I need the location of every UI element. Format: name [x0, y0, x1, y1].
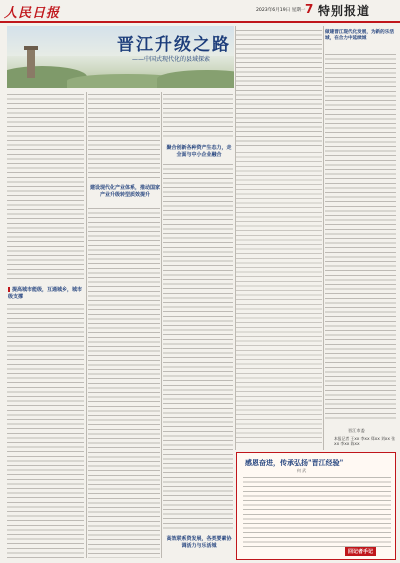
subhead-text: 聚合创新各种资产生态力，走全面与中小企业融合 — [166, 145, 232, 158]
subhead-text: 提高城市能级，互通城乡，城市级支撑 — [8, 287, 83, 300]
page-number: 7 — [305, 2, 314, 16]
hero-hill — [157, 70, 234, 88]
article-column — [163, 92, 233, 138]
notes-stamp: 回记者手记 — [345, 547, 376, 556]
article-signature: 晋江市委 — [348, 428, 365, 433]
section-name: 特别报道 — [318, 4, 371, 18]
article-column — [88, 206, 160, 558]
subhead-1 — [8, 287, 84, 301]
column-divider — [235, 26, 236, 450]
hero-image — [7, 26, 234, 88]
column-divider — [161, 92, 162, 558]
right-column-lead: 做建晋江现代化发展，为新的乐活城，在合力中延续城 — [325, 30, 394, 42]
article-column — [7, 302, 84, 558]
masthead-rule — [0, 21, 400, 23]
issue-date: 2023年6月19日 星期一 — [256, 8, 306, 13]
article-column — [236, 28, 322, 146]
reporter-notes-box — [236, 452, 396, 560]
column-divider — [86, 92, 87, 558]
newspaper-logo: 人民日报 — [4, 6, 61, 21]
subhead-4 — [165, 536, 233, 550]
notes-body — [243, 475, 391, 547]
subhead-text: 建设现代化产业体系，推动国家产业升级转型质效提升 — [90, 185, 161, 198]
subhead-3 — [165, 145, 233, 159]
article-column — [163, 162, 233, 532]
pagoda-roof — [24, 46, 38, 50]
main-headline: 晋江升级之路 — [117, 35, 231, 55]
article-column — [236, 150, 322, 446]
pagoda-icon — [27, 48, 35, 78]
notes-author: 何 武 — [297, 468, 307, 473]
article-column — [88, 92, 160, 178]
reporter-credits: 本报记者 王XX 李XX 郑XX 刘XX 张XX 李XX 陈XX — [334, 436, 396, 447]
subhead-text: 高效联系资发展，各类要素协调活力与乐活城 — [166, 536, 232, 549]
headline-subtitle: ——中国式现代化的县域探索 — [132, 56, 211, 63]
subhead-marker — [8, 287, 10, 292]
masthead — [0, 0, 400, 24]
article-column — [325, 52, 396, 422]
notes-title: 感恩奋进，传承弘扬"晋江经验" — [245, 458, 344, 467]
subhead-2 — [90, 185, 160, 199]
article-column — [7, 92, 84, 282]
column-divider — [323, 26, 324, 450]
